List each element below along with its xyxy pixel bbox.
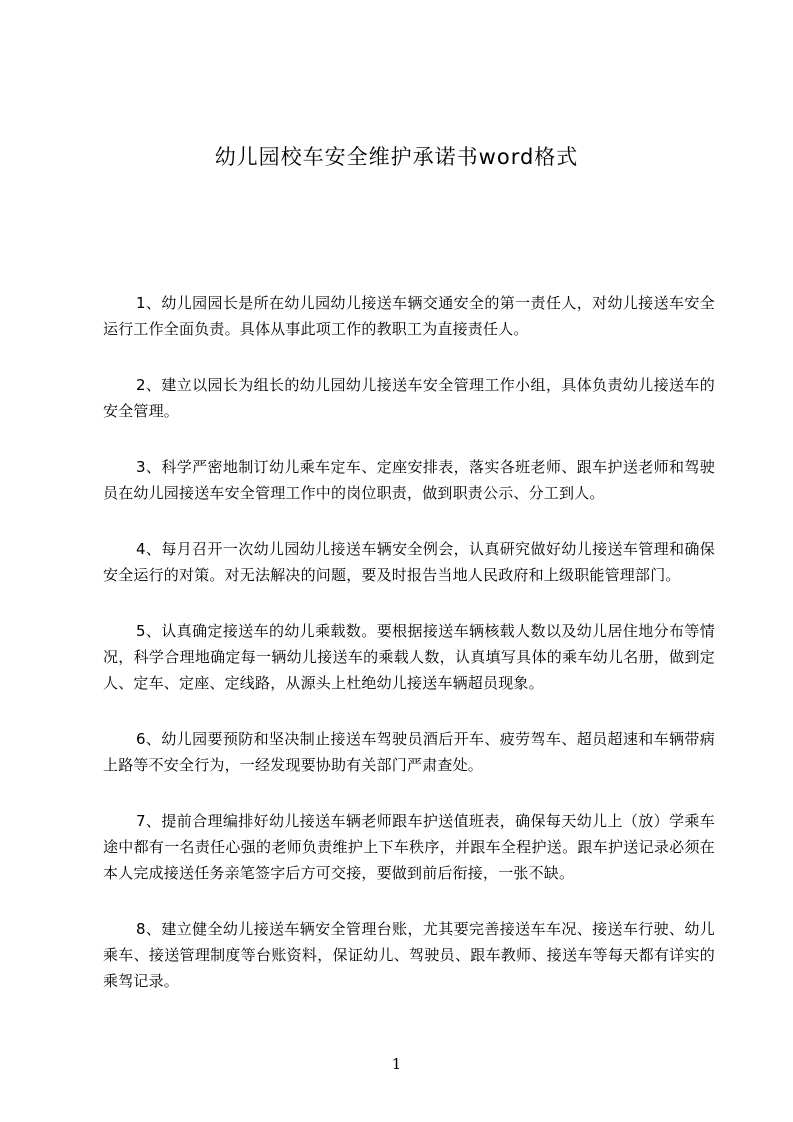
paragraph-7: 7、提前合理编排好幼儿接送车辆老师跟车护送值班表，确保每天幼儿上（放）学乘车途中都有一名责任心强的老师负责维护上下车秩序，并跟车全程护送。跟车护送记录必须在本人完成接送任务亲笔签字后方可交接，要做到前后衔接，一张不缺。 — [103, 812, 715, 882]
paragraph-2: 2、建立以园长为组长的幼儿园幼儿接送车安全管理工作小组，具体负责幼儿接送车的安全管理。 — [103, 376, 715, 420]
document-body — [103, 290, 715, 1024]
paragraph-3: 3、科学严密地制订幼儿乘车定车、定座安排表，落实各班老师、跟车护送老师和驾驶员在幼儿园接送车安全管理工作中的岗位职责，做到职责公示、分工到人。 — [103, 458, 715, 502]
paragraph-4: 4、每月召开一次幼儿园幼儿接送车辆安全例会，认真研究做好幼儿接送车管理和确保安全运行的对策。对无法解决的问题，要及时报告当地人民政府和上级职能管理部门。 — [103, 540, 715, 584]
page-number: 1 — [391, 1055, 402, 1073]
paragraph-6: 6、幼儿园要预防和坚决制止接送车驾驶员酒后开车、疲劳驾车、超员超速和车辆带病上路等不安全行为，一经发现要协助有关部门严肃查处。 — [103, 730, 715, 774]
paragraph-1: 1、幼儿园园长是所在幼儿园幼儿接送车辆交通安全的第一责任人，对幼儿接送车安全运行工作全面负责。具体从事此项工作的教职工为直接责任人。 — [103, 294, 715, 338]
paragraph-8: 8、建立健全幼儿接送车辆安全管理台账，尤其要完善接送车车况、接送车行驶、幼儿乘车、接送管理制度等台账资料，保证幼儿、驾驶员、跟车教师、接送车等每天都有详实的乘驾记录。 — [103, 920, 715, 990]
paragraph-5: 5、认真确定接送车的幼儿乘载数。要根据接送车辆核载人数以及幼儿居住地分布等情况，科学合理地确定每一辆幼儿接送车的乘载人数，认真填写具体的乘车幼儿名册，做到定人、定车、定座、定线路，从源头上杜绝幼儿接送车辆超员现象。 — [103, 622, 715, 692]
document-title: 幼儿园校车安全维护承诺书word格式 — [214, 145, 579, 169]
